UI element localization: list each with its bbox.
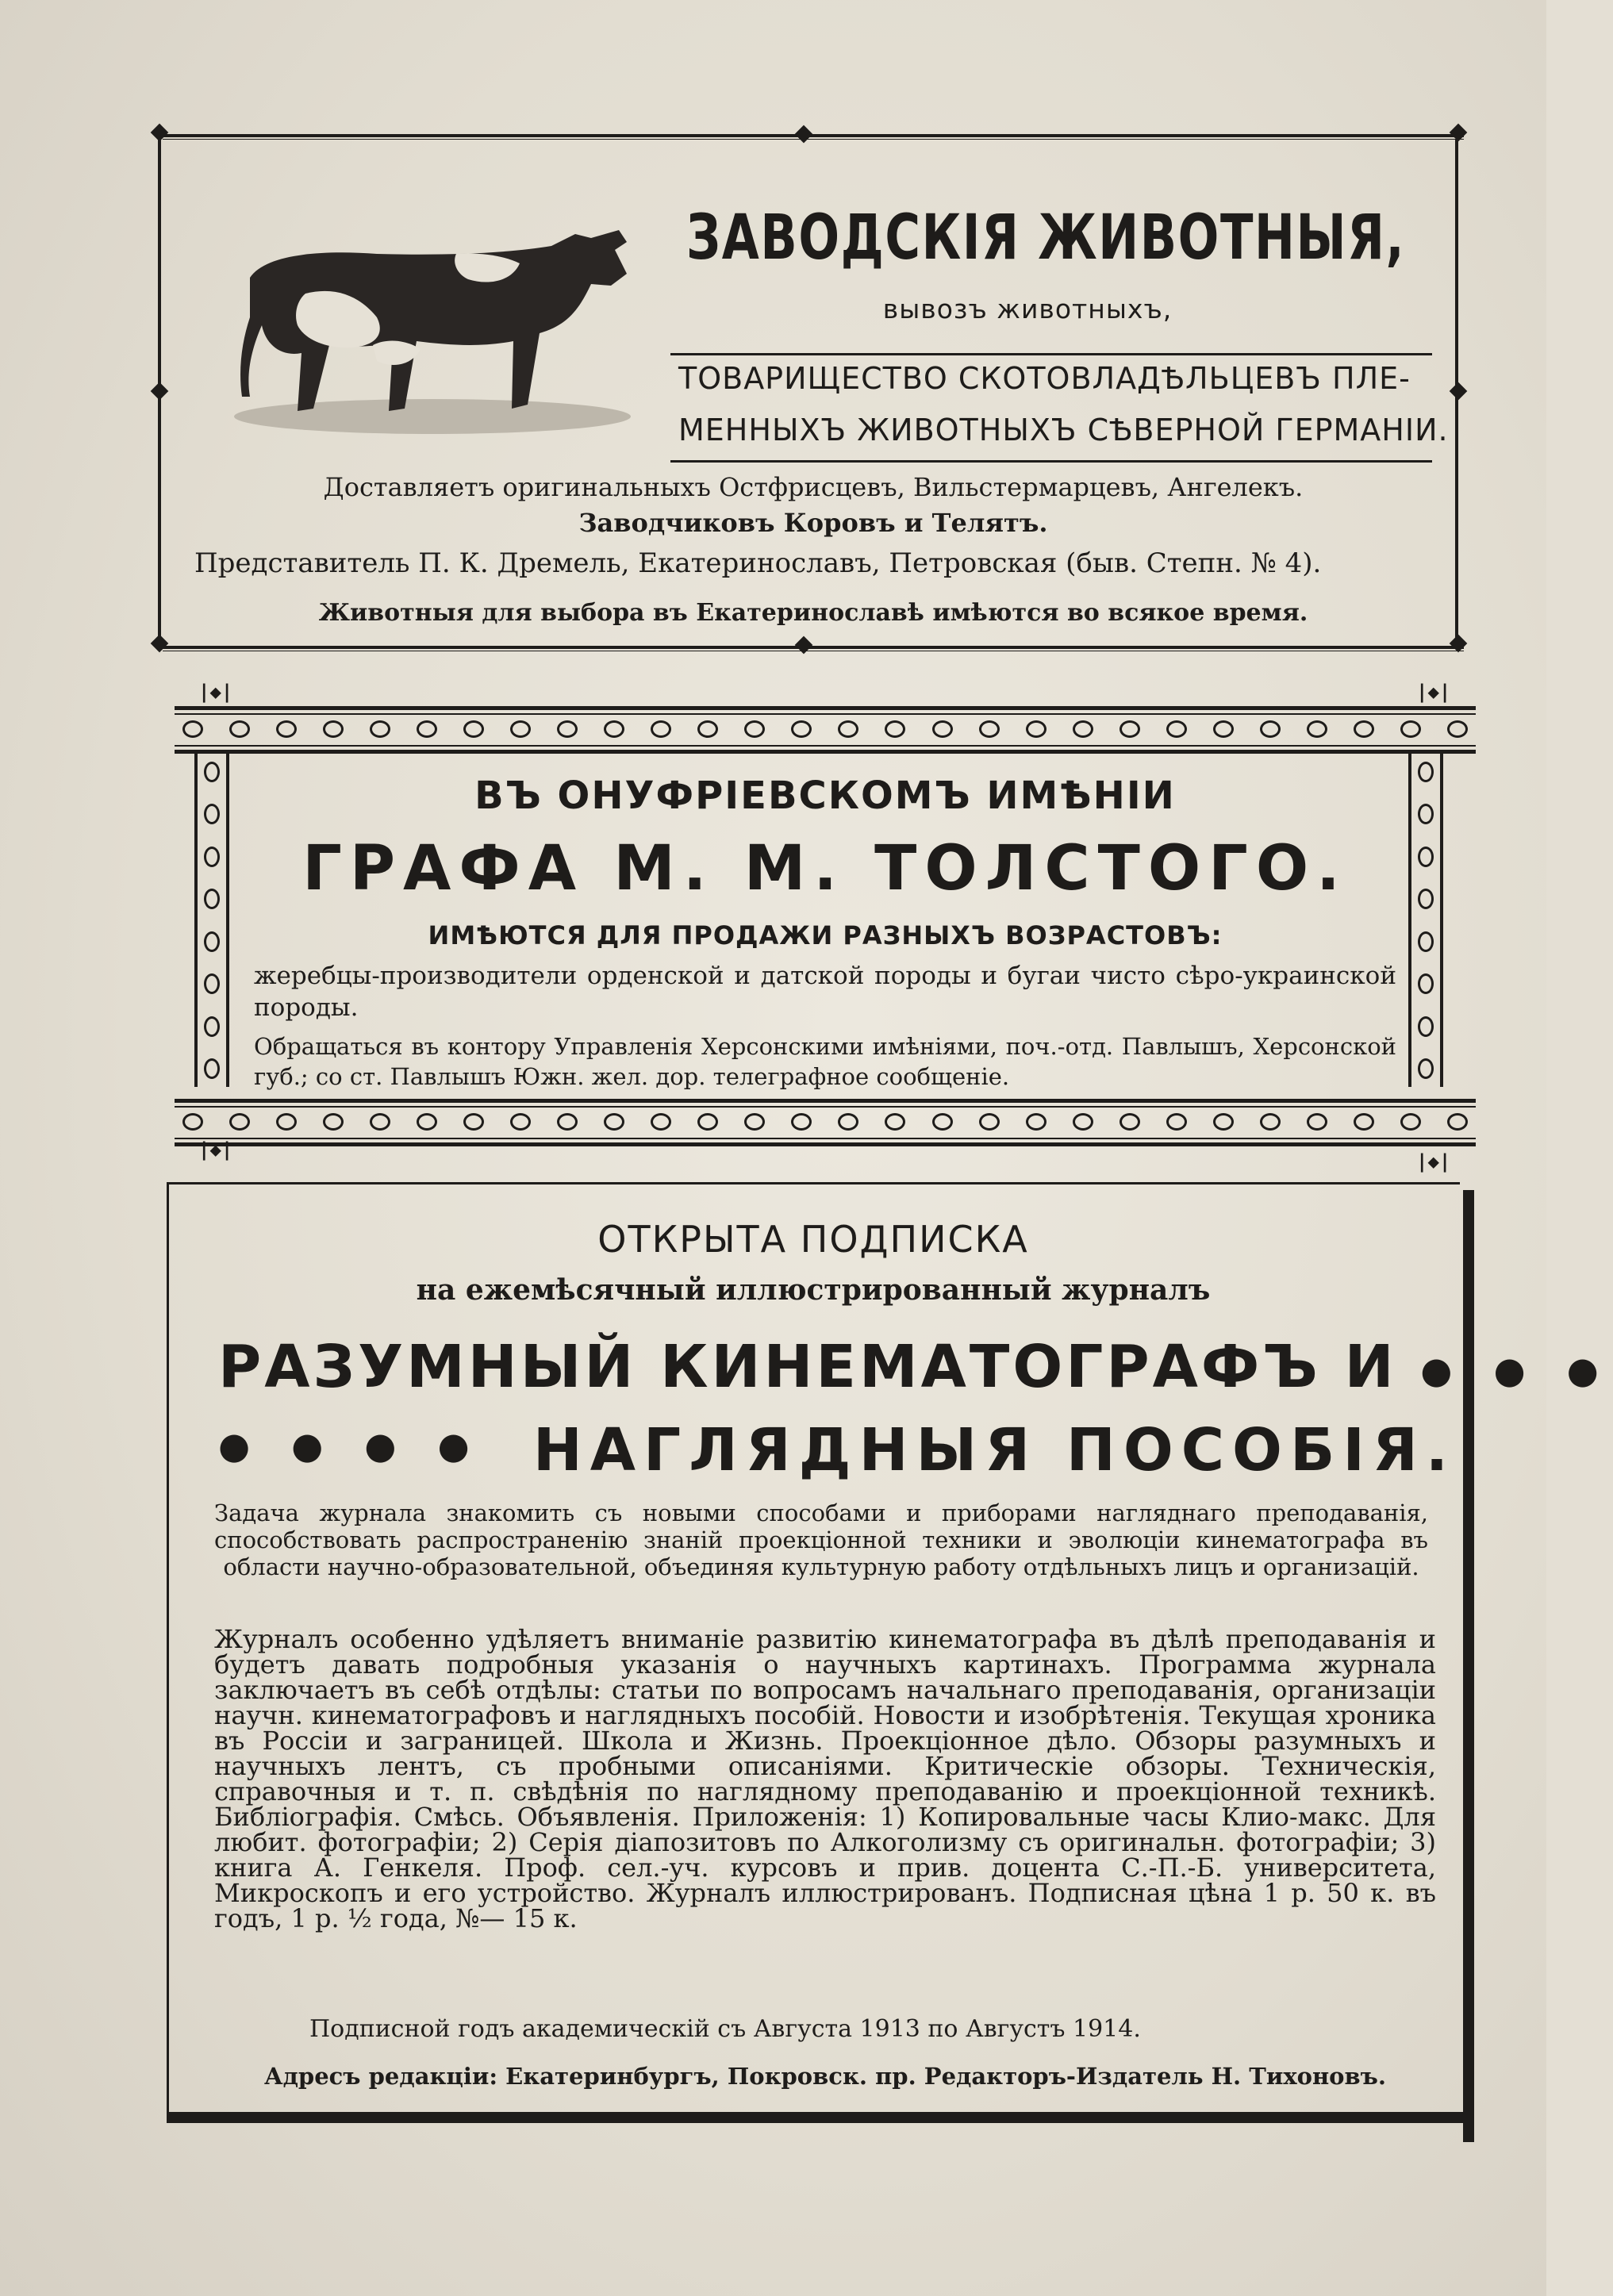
ring-ornament: [1447, 720, 1468, 738]
ring-ornament: [885, 1113, 905, 1131]
ad3-address: Адресъ редакціи: Екатеринбургъ, Покровск. пр. Редакторъ-Издатель Н. Тихоновъ.: [263, 2063, 1387, 2090]
ad3-subscription-heading: ОТКРЫТА ПОДПИСКА: [597, 1218, 1029, 1261]
ad1-company-line2: МЕННЫХЪ ЖИВОТНЫХЪ СѢВЕРНОЙ ГЕРМАНІИ.: [678, 413, 1449, 447]
ring-ornament: [1073, 720, 1093, 738]
ring-ornament: [1354, 1113, 1374, 1131]
ring-ornament: [1260, 720, 1281, 738]
ad-breeding-animals: [163, 131, 1464, 655]
ring-ornament: [979, 720, 1000, 738]
ad1-availability-line: Животныя для выбора въ Екатеринославѣ имѣются во всякое время.: [318, 599, 1308, 627]
ad-journal-subscription: [167, 1182, 1613, 2150]
ornament-mark: |◆|: [1416, 1150, 1451, 1173]
ring-ornament: [1213, 1113, 1234, 1131]
ad3-title-text1: РАЗУМНЫЙ КИНЕМАТОГРАФЪ И: [218, 1333, 1397, 1401]
ad1-representative-line: Представитель П. К. Дремель, Екатеринославъ, Петровская (быв. Степн. № 4).: [194, 547, 1322, 579]
top-rule: [163, 131, 1464, 140]
ring-ornament: [651, 1113, 671, 1131]
bottom-rule: [163, 643, 1464, 652]
ring-ornament: [323, 720, 344, 738]
ring-ornament: [370, 720, 390, 738]
ad3-program-paragraph: Журналъ особенно удѣляетъ вниманіе развитію кинематографа въ дѣлѣ преподаванія и будетъ давать подробныя указанія о научныхъ картинахъ. Программа журнала заключаетъ въ себѣ отдѣлы: статьи по вопросамъ начальнаго преподаванія, организаціи научн. кинематографовъ и наглядныхъ пособій. Новости и изобрѣтенія. Текущая хроника въ Россіи и заграницей. Школа и Жизнь. Проекціонное дѣло. Обзоры разумныхъ и научныхъ лентъ, съ пробными описаніями. Критическіе обзоры. Техническія, справочныя и т. п. свѣдѣнія по наглядному преподаванію и проекціонной техникѣ. Библіографія. Смѣсь. Объявленія. Приложенія: 1) Копировальные часы Клио-макс. Для любит. фотографіи; 2) Серія діапозитовъ по Алкоголизму съ оригинальн. фотографіи; 3) книга А. Генкеля. Проф. сел.-уч. курсовъ и прив. доцента С.-П.-Б. университета, Микроскопъ и его устройство. Журналъ иллюстрированъ. Подписная цѣна 1 р. 50 к. въ годъ, 1 р. ½ года, №— 15 к.: [214, 1624, 1436, 1933]
cow-illustration-icon: [218, 206, 647, 444]
ad1-breeds-line: Доставляетъ оригинальныхъ Остфрисцевъ, Вильстермарцевъ, Ангелекъ.: [323, 472, 1304, 502]
ring-ornament: [1418, 1016, 1434, 1037]
ring-ornament: [510, 720, 531, 738]
ring-ornament: [1307, 720, 1327, 738]
ring-ornament: [1260, 1113, 1281, 1131]
ad3-subscription-year: Подписной годъ академическій съ Августа 1913 по Августъ 1914.: [309, 2015, 1141, 2043]
ring-ornament: [932, 720, 953, 738]
ad1-title: ЗАВОДСКІЯ ЖИВОТНЫЯ,: [686, 202, 1406, 274]
ring-ornament: [204, 973, 220, 994]
ad-tolstoy-estate: [175, 681, 1476, 1173]
ring-ornament: [885, 720, 905, 738]
ring-ornament: [417, 1113, 437, 1131]
ring-ornament: [979, 1113, 1000, 1131]
frame-bottom-shadow: [167, 2112, 1468, 2123]
ring-ornament: [932, 1113, 953, 1131]
ring-ornament: [204, 1058, 220, 1079]
ad2-count-name: ГРАФА М. М. ТОЛСТОГО.: [302, 833, 1348, 904]
ring-ornament: [744, 720, 765, 738]
ring-chain-ornament-bottom: [175, 1099, 1476, 1146]
ring-ornament: [1447, 1113, 1468, 1131]
ring-ornament: [1418, 973, 1434, 994]
ring-ornament: [604, 720, 624, 738]
ring-ornament: [1400, 1113, 1421, 1131]
ring-ornament: [697, 1113, 718, 1131]
ring-ornament: [791, 720, 812, 738]
ornament-mark: |◆|: [198, 1138, 233, 1161]
ring-ornament: [1119, 1113, 1140, 1131]
ring-ornament: [1307, 1113, 1327, 1131]
ad3-title-text2: НАГЛЯДНЫЯ ПОСОБІЯ.: [532, 1416, 1456, 1484]
ring-ornament: [1026, 720, 1047, 738]
ad1-company-line1: ТОВАРИЩЕСТВО СКОТОВЛАДѢЛЬЦЕВЪ ПЛЕ-: [678, 361, 1411, 396]
ring-ornament: [557, 1113, 578, 1131]
ring-ornament: [1354, 720, 1374, 738]
ring-ornament: [182, 720, 203, 738]
ad1-subtitle: вывозъ животныхъ,: [882, 294, 1173, 324]
ring-ornament: [1418, 1058, 1434, 1079]
ring-ornament: [323, 1113, 344, 1131]
ring-ornament: [204, 1016, 220, 1037]
ad3-title-line2: [218, 1416, 1456, 1484]
ring-ornament: [463, 1113, 484, 1131]
ring-ornament: [744, 1113, 765, 1131]
ad2-estate-heading: ВЪ ОНУФРІЕВСКОМЪ ИМѢНІИ: [474, 774, 1176, 818]
ring-ornament: [791, 1113, 812, 1131]
frame-left: [167, 1182, 169, 2118]
ad1-breeders-line: Заводчиковъ Коровъ и Телятъ.: [578, 508, 1048, 538]
frame-right-shadow: [1463, 1190, 1474, 2142]
ad3-dots-left: ● ● ● ●: [218, 1424, 484, 1467]
ring-ornament: [276, 1113, 297, 1131]
ring-chain-ornament-top: [175, 706, 1476, 754]
ring-ornament: [1026, 1113, 1047, 1131]
ring-ornament: [1166, 720, 1187, 738]
ad2-sale-heading: ИМѢЮТСЯ ДЛЯ ПРОДАЖИ РАЗНЫХЪ ВОЗРАСТОВЪ:: [428, 920, 1223, 950]
ad3-journal-type: на ежемѣсячный иллюстрированный журналъ: [416, 1273, 1211, 1307]
ring-ornament: [370, 1113, 390, 1131]
divider: [670, 460, 1432, 463]
rule-diamond: [151, 382, 169, 401]
ring-ornament: [276, 720, 297, 738]
ring-ornament: [604, 1113, 624, 1131]
ring-ornament: [697, 720, 718, 738]
ring-ornament: [229, 720, 250, 738]
ring-ornament: [229, 1113, 250, 1131]
ring-ornament: [557, 720, 578, 738]
ad2-livestock-text: жеребцы-производители орденской и датской породы и бугаи чисто сѣро-украинской породы.: [254, 962, 1396, 1022]
ring-ornament: [838, 720, 858, 738]
ornament-mark: |◆|: [198, 681, 233, 703]
ad3-purpose-paragraph: Задача журнала знакомить съ новыми способами и приборами нагляднаго преподаванія, способствовать распространенію знаній проекціонной техники и эволюціи кинематографа въ области научно-образовательной, объединяя культурную работу отдѣльныхъ лицъ и организацій.: [214, 1499, 1428, 1580]
divider: [670, 353, 1432, 355]
ring-ornament: [651, 720, 671, 738]
ring-ornament: [1400, 720, 1421, 738]
ring-ornament: [510, 1113, 531, 1131]
ring-ornament: [463, 720, 484, 738]
ad3-title-line1: [218, 1333, 1613, 1401]
ring-ornament: [1166, 1113, 1187, 1131]
ad2-contact-text: Обращаться въ контору Управленія Херсонскими имѣніями, поч.-отд. Павлышъ, Херсонской губ.; со ст. Павлышъ Южн. жел. дор. телеграфное сообщеніе.: [254, 1033, 1396, 1090]
ad3-dots-right: ● ● ●: [1420, 1349, 1613, 1392]
ring-ornament: [1073, 1113, 1093, 1131]
ring-ornament: [838, 1113, 858, 1131]
frame-top: [167, 1182, 1460, 1184]
ring-ornament: [417, 720, 437, 738]
ornament-mark: |◆|: [1416, 681, 1451, 703]
ring-ornament: [1119, 720, 1140, 738]
ring-ornament: [182, 1113, 203, 1131]
ring-ornament: [1213, 720, 1234, 738]
